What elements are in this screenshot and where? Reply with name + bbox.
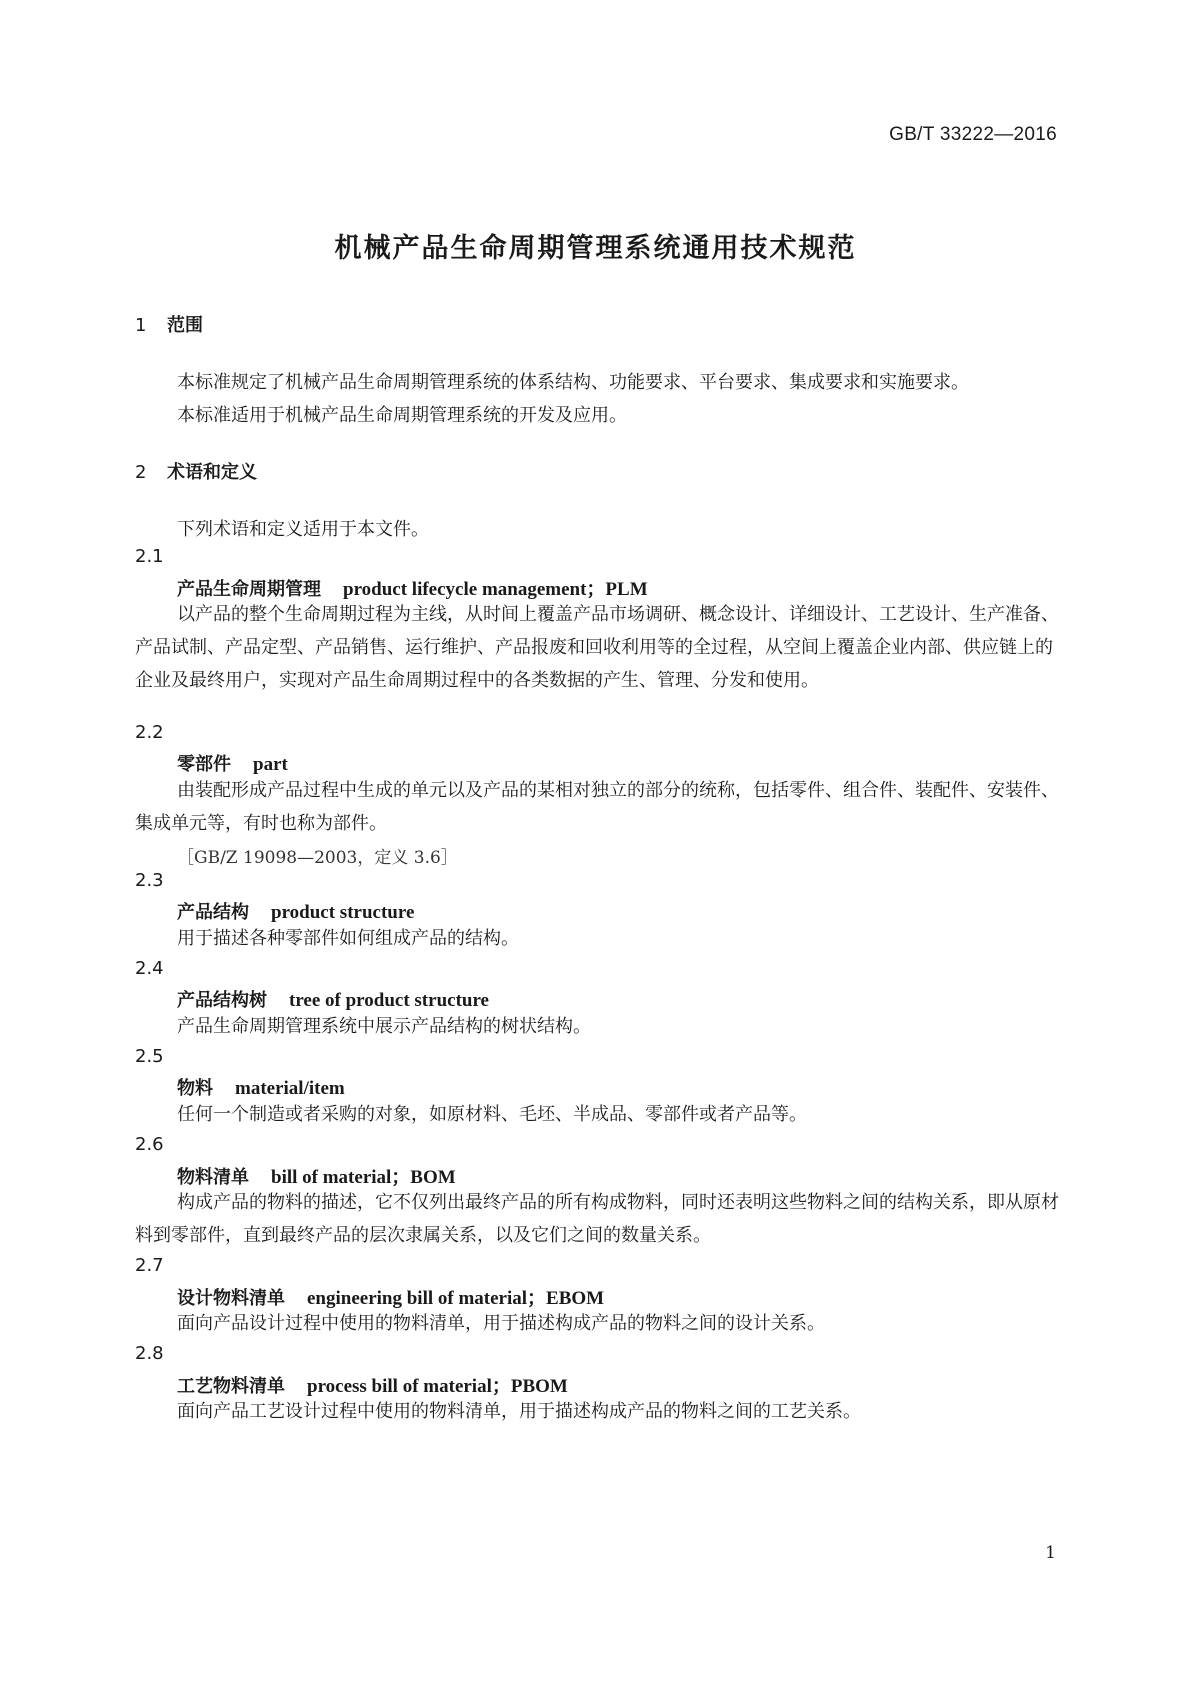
term-zh: 物料 — [177, 1078, 213, 1099]
page-number: 1 — [1045, 1543, 1056, 1563]
term-definition: 构成产品的物料的描述，它不仅列出最终产品的所有构成物料，同时还表明这些物料之间的结构关系，即从原材料到零部件，直到最终产品的层次隶属关系，以及它们之间的数量关系。 — [135, 1192, 1059, 1246]
term-number: 2.3 — [135, 870, 164, 891]
term-definition: 用于描述各种零部件如何组成产品的结构。 — [177, 928, 519, 949]
term-en: material/item — [235, 1078, 345, 1099]
term-en: part — [253, 754, 288, 775]
term-definition: 以产品的整个生命周期过程为主线，从时间上覆盖产品市场调研、概念设计、详细设计、工艺设计、生产准备、产品试制、产品定型、产品销售、运行维护、产品报废和回收利用等的全过程，从空间上覆盖企业内部、供应链上的企业及最终用户，实现对产品生命周期过程中的各类数据的产生、管理、分发和使用。 — [135, 604, 1059, 691]
term-zh: 产品结构 — [177, 902, 249, 923]
term-number: 2.6 — [135, 1134, 164, 1155]
term-heading — [177, 1074, 345, 1100]
term-en: tree of product structure — [289, 990, 489, 1011]
term-definition: 产品生命周期管理系统中展示产品结构的树状结构。 — [177, 1016, 591, 1037]
term-number: 2.4 — [135, 958, 164, 979]
term-zh: 物料清单 — [177, 1167, 249, 1188]
term-number: 2.5 — [135, 1046, 164, 1067]
term-zh: 工艺物料清单 — [177, 1376, 285, 1397]
term-heading — [177, 574, 648, 601]
term-heading — [177, 898, 414, 924]
term-definition: 面向产品工艺设计过程中使用的物料清单，用于描述构成产品的物料之间的工艺关系。 — [177, 1401, 861, 1422]
document-title: 机械产品生命周期管理系统通用技术规范 — [334, 233, 857, 264]
term-zh: 零部件 — [177, 754, 231, 775]
section-2-title: 术语和定义 — [167, 462, 257, 483]
section-2-intro: 下列术语和定义适用于本文件。 — [177, 519, 429, 540]
section-1-paragraph-2: 本标准适用于机械产品生命周期管理系统的开发及应用。 — [177, 405, 627, 426]
term-definition: 任何一个制造或者采购的对象，如原材料、毛坯、半成品、零部件或者产品等。 — [177, 1104, 807, 1125]
term-en: product lifecycle management；PLM — [343, 579, 648, 600]
section-1-heading — [135, 311, 203, 337]
term-heading — [177, 1283, 604, 1310]
term-definition: 由装配形成产品过程中生成的单元以及产品的某相对独立的部分的统称，包括零件、组合件、装配件、安装件、集成单元等，有时也称为部件。 — [135, 780, 1059, 834]
term-heading — [177, 1162, 456, 1189]
term-zh: 产品生命周期管理 — [177, 579, 321, 600]
standard-code: GB/T 33222—2016 — [889, 124, 1057, 145]
term-zh: 设计物料清单 — [177, 1288, 285, 1309]
term-number: 2.7 — [135, 1255, 164, 1276]
term-number: 2.8 — [135, 1343, 164, 1364]
term-heading — [177, 986, 489, 1012]
term-en: engineering bill of material；EBOM — [307, 1288, 605, 1309]
term-en: bill of material；BOM — [271, 1167, 456, 1188]
section-1-paragraph-1: 本标准规定了机械产品生命周期管理系统的体系结构、功能要求、平台要求、集成要求和实施要求。 — [177, 372, 969, 393]
term-heading — [177, 1371, 568, 1398]
term-en: process bill of material；PBOM — [307, 1376, 568, 1397]
section-2-number: 2 — [135, 462, 147, 483]
term-en: product structure — [271, 902, 415, 923]
term-number: 2.1 — [135, 546, 164, 567]
term-zh: 产品结构树 — [177, 990, 267, 1011]
term-number: 2.2 — [135, 722, 164, 743]
section-1-title: 范围 — [167, 315, 203, 336]
term-definition: 面向产品设计过程中使用的物料清单，用于描述构成产品的物料之间的设计关系。 — [177, 1313, 825, 1334]
section-2-heading — [135, 458, 257, 484]
term-source: ［GB/Z 19098—2003，定义 3.6］ — [177, 848, 458, 868]
term-heading — [177, 750, 288, 776]
section-1-number: 1 — [135, 315, 147, 336]
